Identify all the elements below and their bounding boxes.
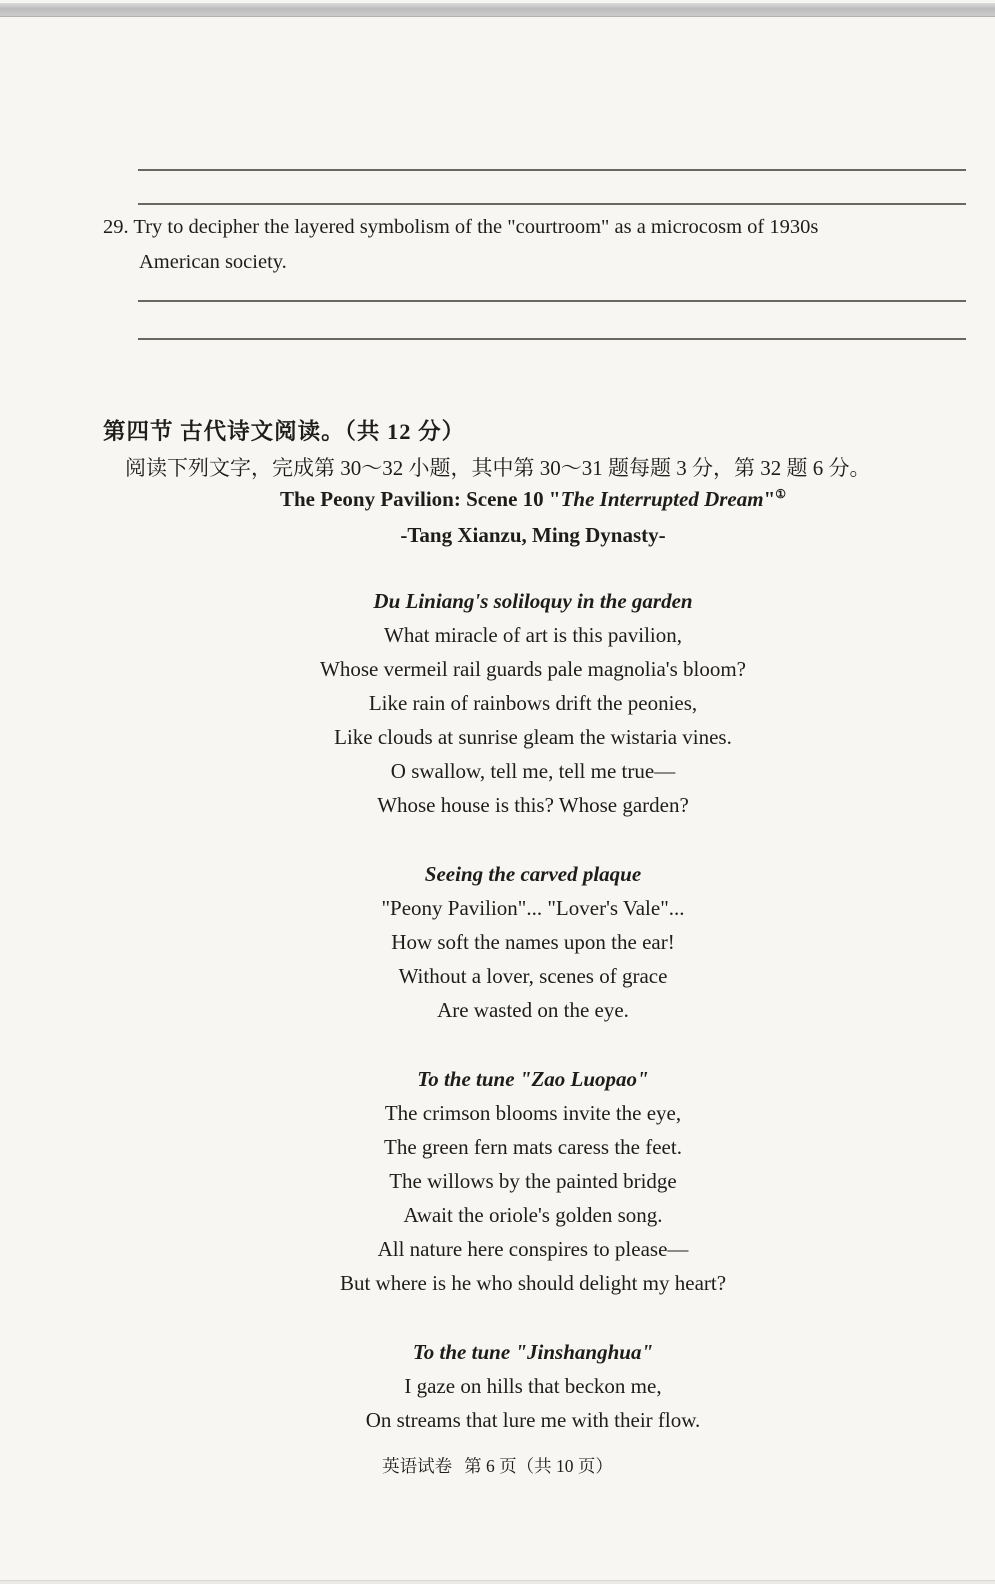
question-text-line2: American society. xyxy=(139,251,287,273)
poem-stanza-2 xyxy=(100,857,966,1027)
passage-title-suffix: " xyxy=(763,487,776,511)
passage-title-prefix: The Peony Pavilion: Scene 10 " xyxy=(279,487,561,511)
scan-bottom-edge xyxy=(0,1580,995,1584)
stanza-heading: To the tune "Jinshanghua" xyxy=(412,1340,654,1364)
passage-author: -Tang Xianzu, Ming Dynasty- xyxy=(400,523,666,547)
poem-line: The green fern mats caress the feet. xyxy=(384,1135,682,1159)
scan-top-bar xyxy=(0,3,995,17)
question-text-line1: Try to decipher the layered symbolism of the "courtroom" as a microcosm of 1930s xyxy=(133,216,819,238)
poem-line: On streams that lure me with their flow. xyxy=(365,1408,701,1432)
poem-stanza-3 xyxy=(100,1062,966,1300)
poem-line: Await the oriole's golden song. xyxy=(403,1203,663,1227)
poem-line: Are wasted on the eye. xyxy=(437,998,629,1022)
stanza-heading: Du Liniang's soliloquy in the garden xyxy=(373,589,693,613)
stanza-heading: To the tune "Zao Luopao" xyxy=(417,1067,649,1091)
footer-page-info: 第 6 页（共 10 页） xyxy=(464,1456,613,1476)
stanza-heading: Seeing the carved plaque xyxy=(424,862,642,886)
passage-title-emphasis: The Interrupted Dream xyxy=(560,487,764,511)
poem-line: How soft the names upon the ear! xyxy=(391,930,675,954)
page-footer xyxy=(0,1453,995,1478)
poem-line: Like clouds at sunrise gleam the wistaria vines. xyxy=(334,725,732,749)
poem-line: Whose vermeil rail guards pale magnolia's bloom? xyxy=(320,657,746,681)
answer-line xyxy=(138,169,966,171)
question-29 xyxy=(103,210,923,280)
question-number: 29. xyxy=(103,216,129,238)
poem-line: But where is he who should delight my heart? xyxy=(339,1271,727,1295)
poem-line: "Peony Pavilion"... "Lover's Vale"... xyxy=(381,896,685,920)
poem-stanza-1 xyxy=(100,584,966,822)
answer-line xyxy=(138,338,966,340)
footnote-mark: ① xyxy=(775,487,787,501)
footer-paper-name: 英语试卷 xyxy=(382,1456,453,1476)
poem-line: I gaze on hills that beckon me, xyxy=(404,1374,662,1398)
passage-title xyxy=(100,487,966,512)
poem-line: Without a lover, scenes of grace xyxy=(398,964,668,988)
poem-line: All nature here conspires to please— xyxy=(377,1237,689,1261)
answer-line xyxy=(138,203,966,205)
section-instructions: 阅读下列文字，完成第 30～32 小题，其中第 30～31 题每题 3 分，第 32 题 6 分。 xyxy=(125,456,871,480)
poem-line: The willows by the painted bridge xyxy=(389,1169,677,1193)
section-header: 第四节 古代诗文阅读。（共 12 分） xyxy=(103,419,466,444)
poem-line: Like rain of rainbows drift the peonies, xyxy=(368,691,698,715)
poem-line: What miracle of art is this pavilion, xyxy=(384,623,682,647)
poem-line: O swallow, tell me, tell me true— xyxy=(390,759,676,783)
poem-line: The crimson blooms invite the eye, xyxy=(384,1101,682,1125)
poem xyxy=(100,584,966,1472)
answer-line xyxy=(138,300,966,302)
poem-line: Whose house is this? Whose garden? xyxy=(377,793,689,817)
poem-stanza-4 xyxy=(100,1335,966,1437)
